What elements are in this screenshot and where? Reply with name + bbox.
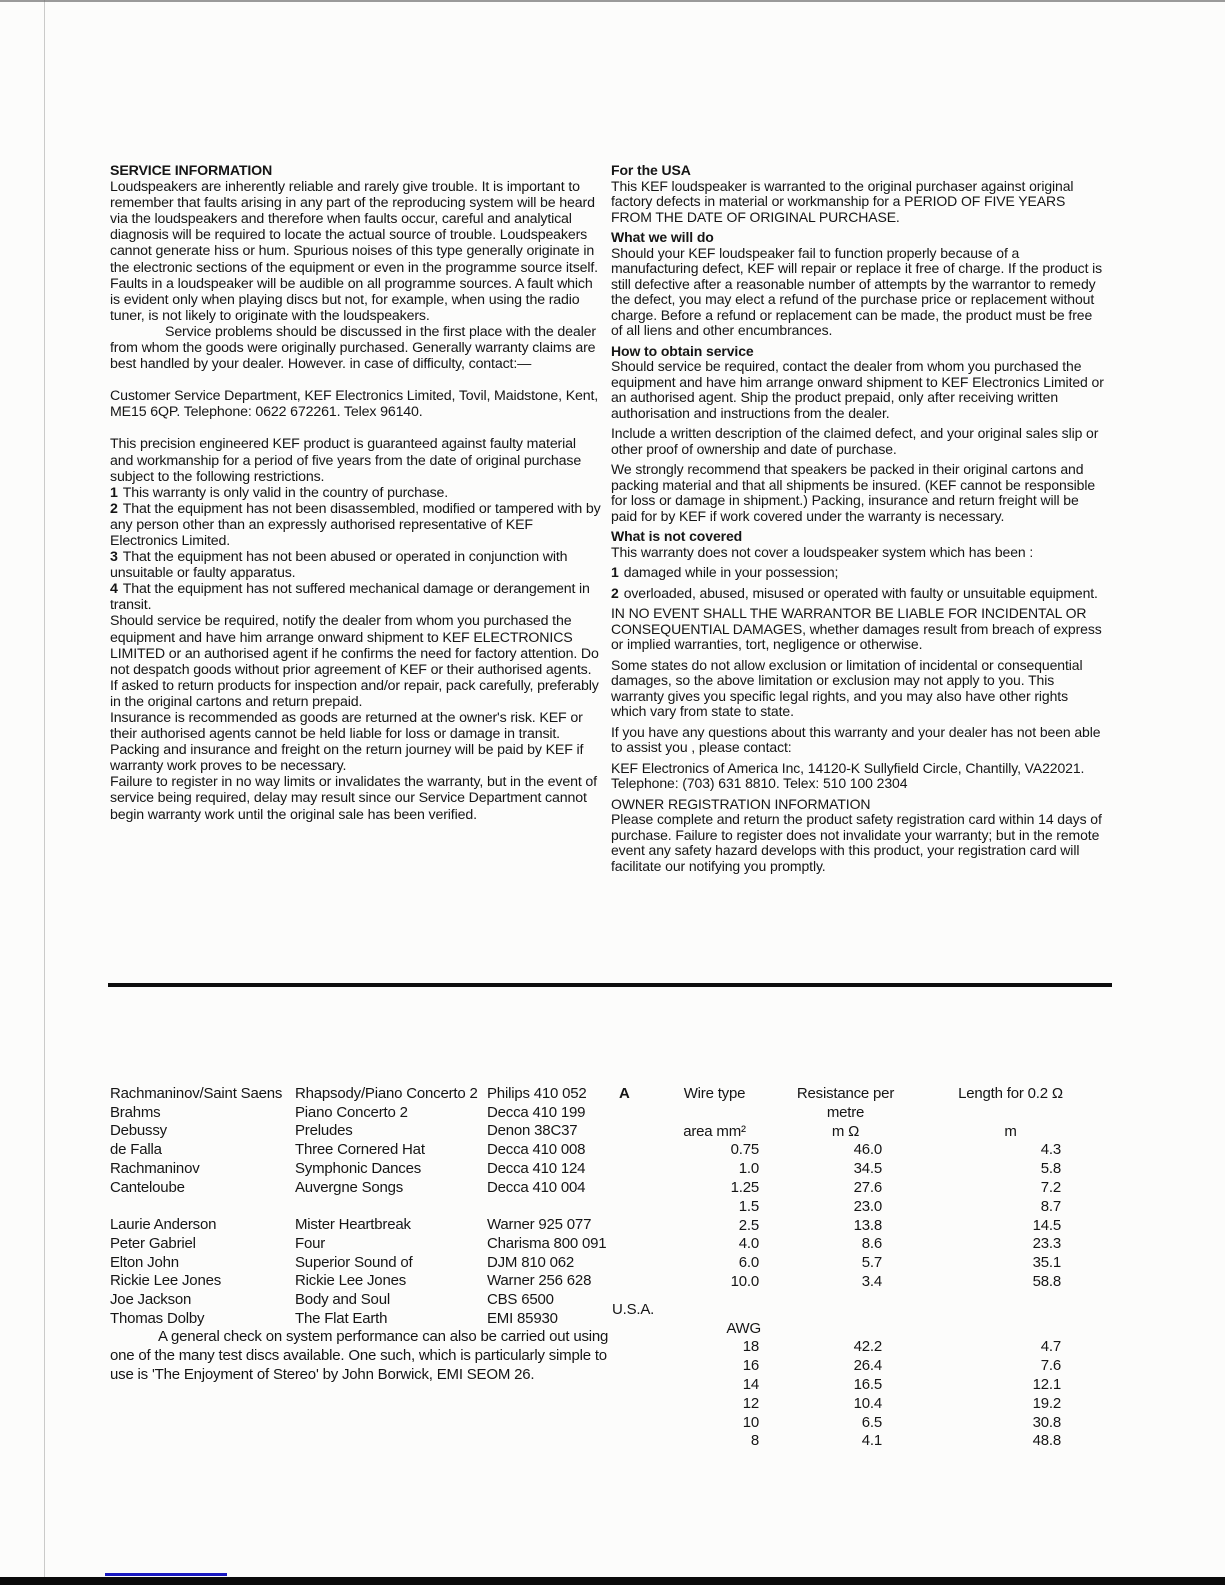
wire-resistance-value: 3.4 (861, 1272, 882, 1290)
wire-length-value: 7.6 (1040, 1357, 1061, 1375)
restriction-number: 3 (110, 549, 118, 566)
owner-registration-heading: OWNER REGISTRATION INFORMATION (611, 795, 871, 812)
restriction-number: 4 (110, 581, 118, 598)
awg-wire-rows (617, 1338, 1087, 1451)
wire-length-value: 58.8 (1032, 1272, 1061, 1290)
wire-area-value: 1.0 (738, 1160, 759, 1178)
owner-registration-paragraph: Please complete and return the product safety registration card within 14 days of purchase. Failure to register does not invalidate your warranty; but in the remote event any safety hazard develops with this product, your registration card will facilitate our notifying you promptly. (611, 811, 1102, 874)
wire-table-header-row-2 (617, 1123, 1087, 1142)
header-wire-type: Wire type (683, 1085, 746, 1102)
recording-row (110, 1291, 626, 1310)
wire-resistance-value: 42.2 (853, 1338, 882, 1356)
scan-edge-bottom (0, 1577, 1225, 1585)
wire-table-row (617, 1395, 1087, 1414)
wire-awg-value: 16 (742, 1357, 759, 1375)
wire-area-value: 1.25 (730, 1178, 759, 1196)
header-length-unit: m (1004, 1122, 1017, 1140)
recording-composer: Debussy (110, 1122, 167, 1140)
wire-length-value: 48.8 (1032, 1432, 1061, 1450)
warranty-restriction-item (110, 549, 601, 581)
not-covered-list (611, 565, 1105, 601)
recording-label: CBS 6500 (487, 1291, 554, 1309)
wire-table-row (617, 1217, 1087, 1236)
usa-section-label: U.S.A. (612, 1300, 655, 1318)
wire-length-value: 23.3 (1032, 1235, 1061, 1253)
wire-resistance-value: 4.1 (861, 1432, 882, 1450)
wire-table-row (617, 1414, 1087, 1433)
awg-label: AWG (726, 1319, 761, 1337)
wire-area-value: 2.5 (738, 1216, 759, 1234)
obtain-service-paragraph-2: Include a written description of the claimed defect, and your original sales slip or other proof of ownership and date of purchase. (611, 425, 1099, 457)
metric-wire-rows (617, 1141, 1087, 1291)
wire-area-value: 4.0 (738, 1235, 759, 1253)
recording-label: Decca 410 008 (487, 1141, 586, 1159)
insurance-paragraph: Insurance is recommended as goods are returned at the owner's risk. KEF or their authorised agents cannot be held liable for loss or damage in transit. Packing and insurance and freight on the return journey will be paid by KEF if warranty work proves to be necessary. (110, 710, 584, 775)
recording-label: Decca 410 004 (487, 1178, 586, 1196)
wire-length-value: 19.2 (1032, 1394, 1061, 1412)
wire-length-value: 8.7 (1040, 1197, 1061, 1215)
service-intro-paragraph: Loudspeakers are inherently reliable and rarely give trouble. It is important to remember that faults arising in any part of the reproducing system will be heard via the loudspeakers and therefore when faults occur, careful and analytical diagnosis will be required to locate the actual source of trouble. Loudspeakers cannot generate hiss or hum. Spurious noises of this type generally originate in the electronic sections of the equipment or even in the programme source itself. Faults in a loudspeaker will be audible on all programme sources. A fault which is evident only when playing discs but not, for example, when using the radio tuner, is not likely to originate with the loudspeakers. (110, 179, 598, 324)
spacer (110, 420, 601, 436)
warranty-restriction-item (110, 581, 601, 613)
restriction-text: That the equipment has not suffered mechanical damage or derangement in transit. (110, 581, 590, 614)
wire-table-row (617, 1357, 1087, 1376)
wire-resistance-value: 10.4 (853, 1394, 882, 1412)
test-disc-note: A general check on system performance can also be carried out using one of the many test discs available. One such, which is particularly simple to use is 'The Enjoyment of Stereo' by John Borwick, EMI SEOM 26. (110, 1328, 609, 1383)
recording-composer: Peter Gabriel (110, 1234, 196, 1252)
recording-work: The Flat Earth (295, 1309, 388, 1327)
not-covered-number: 1 (611, 564, 619, 580)
recording-work: Four (295, 1234, 326, 1252)
recording-label: Decca 410 124 (487, 1159, 586, 1177)
recording-composer: Laurie Anderson (110, 1216, 217, 1234)
awg-header-row (617, 1320, 1087, 1339)
wire-table-row (617, 1235, 1087, 1254)
customer-service-address: Customer Service Department, KEF Electronics Limited, Tovil, Maidstone, Kent, ME15 6QP. Telephone: 0622 672261. Telex 96140. (110, 388, 599, 421)
service-problems-paragraph: Service problems should be discussed in the first place with the dealer from whom the goods were originally purchased. Generally warranty claims are best handled by your dealer. However. in case of difficulty, contact:— (110, 323, 596, 373)
classical-recordings (110, 1085, 626, 1197)
restriction-number: 2 (110, 500, 118, 517)
what-we-will-do-paragraph: Should your KEF loudspeaker fail to function properly because of a manufacturing defect, KEF will repair or replace it free of charge. If the product is still defective after a reasonable number of attempts by the warrantor to remedy the defect, you may elect a refund of the purchase price or replacement without charge. Before a refund or replacement can be made, the product must be free of all liens and other encumbrances. (611, 244, 1103, 338)
service-information-column (110, 163, 601, 823)
kef-america-contact: KEF Electronics of America Inc, 14120-K Sullyfield Circle, Chantilly, VA22021. Telephone: (703) 631 8810. Telex: 510 100 2304 (611, 759, 1085, 791)
recording-work: Mister Heartbreak (295, 1216, 411, 1234)
recording-work: Rickie Lee Jones (295, 1272, 407, 1290)
warranty-restriction-item (110, 501, 601, 549)
restriction-text: That the equipment has not been disassembled, modified or tampered with by any person other than an expressly authorised representative of KEF Electronics Limited. (110, 500, 601, 549)
recording-row (110, 1104, 626, 1123)
recording-composer: Rickie Lee Jones (110, 1272, 222, 1290)
wire-length-value: 5.8 (1040, 1160, 1061, 1178)
recording-label: Philips 410 052 (487, 1085, 587, 1102)
liability-paragraph: IN NO EVENT SHALL THE WARRANTOR BE LIABLE FOR INCIDENTAL OR CONSEQUENTIAL DAMAGES, whether damages result from breach of express or implied warranties, tort, negligence or otherwise. (611, 605, 1102, 652)
for-the-usa-heading: For the USA (611, 162, 691, 178)
how-to-obtain-service-heading: How to obtain service (611, 342, 754, 359)
wire-table-row (617, 1160, 1087, 1179)
wire-area-value: 1.5 (738, 1197, 759, 1215)
wire-resistance-value: 46.0 (853, 1141, 882, 1159)
recording-label: DJM 810 062 (487, 1253, 575, 1271)
test-recordings-list (110, 1085, 626, 1385)
recording-composer: Thomas Dolby (110, 1309, 205, 1327)
recording-row (110, 1179, 626, 1198)
wire-table-header-row-1 (617, 1085, 1087, 1123)
wire-table-row (617, 1179, 1087, 1198)
what-is-not-covered-heading: What is not covered (611, 528, 743, 544)
wire-resistance-table (612, 1085, 1087, 1451)
wire-resistance-value: 26.4 (853, 1357, 882, 1375)
recording-label: Denon 38C37 (487, 1122, 578, 1140)
recording-composer: Rachmaninov/Saint Saens (110, 1085, 283, 1102)
wire-length-value: 7.2 (1040, 1178, 1061, 1196)
restriction-text: This warranty is only valid in the country of purchase. (122, 484, 449, 501)
header-resistance: Resistance per metre (796, 1085, 895, 1121)
wire-area-value: 0.75 (730, 1141, 759, 1159)
recording-row (110, 1272, 626, 1291)
recording-label: Decca 410 199 (487, 1103, 586, 1121)
recording-work: Auvergne Songs (295, 1178, 404, 1196)
recording-work: Preludes (295, 1122, 353, 1140)
wire-length-value: 4.7 (1040, 1338, 1061, 1356)
wire-length-value: 12.1 (1032, 1375, 1061, 1393)
wire-resistance-value: 6.5 (861, 1413, 882, 1431)
usa-warranty-paragraph: This KEF loudspeaker is warranted to the original purchaser against original factory defects in material or workmanship for a PERIOD OF FIVE YEARS FROM THE DATE OF ORIGINAL PURCHASE. (611, 177, 1074, 225)
header-length: Length for 0.2 Ω (958, 1085, 1063, 1102)
recording-label: Warner 925 077 (487, 1216, 592, 1234)
wire-awg-value: 18 (742, 1338, 759, 1356)
state-rights-paragraph: Some states do not allow exclusion or limitation of incidental or consequential damages, so the above limitation or exclusion may not apply to you. This warranty gives you specific legal rights, and you may also have other rights which vary from state to state. (611, 656, 1083, 719)
recording-work: Body and Soul (295, 1291, 390, 1309)
spacer (110, 372, 601, 388)
not-covered-item (611, 586, 1105, 602)
wire-resistance-value: 23.0 (853, 1197, 882, 1215)
not-covered-text: damaged while in your possession; (623, 564, 839, 580)
recording-row (110, 1235, 626, 1254)
wire-table-row (617, 1273, 1087, 1292)
recording-composer: Joe Jackson (110, 1291, 192, 1309)
recording-work: Rhapsody/Piano Concerto 2 (295, 1085, 478, 1102)
not-covered-intro: This warranty does not cover a loudspeaker system which has been : (611, 543, 1034, 560)
return-products-paragraph: If asked to return products for inspection and/or repair, pack carefully, preferably in the original cartons and return prepaid. (110, 677, 599, 710)
wire-resistance-value: 27.6 (853, 1178, 882, 1196)
wire-resistance-value: 34.5 (853, 1160, 882, 1178)
wire-awg-value: 8 (750, 1432, 759, 1450)
warranty-restrictions-list (110, 485, 601, 614)
scan-edge-left (44, 0, 45, 1585)
recording-row (110, 1160, 626, 1179)
failure-to-register-paragraph: Failure to register in no way limits or invalidates the warranty, but in the event of service being required, delay may result since our Service Department cannot begin warranty work until the original sale has been verified. (110, 774, 597, 823)
recording-composer: Rachmaninov (110, 1159, 200, 1177)
header-resistance-unit: m Ω (831, 1122, 860, 1140)
restriction-number: 1 (110, 484, 118, 501)
not-covered-text: overloaded, abused, misused or operated with faulty or unsuitable equipment. (623, 584, 1098, 601)
wire-length-value: 4.3 (1040, 1141, 1061, 1159)
guarantee-intro-paragraph: This precision engineered KEF product is guaranteed against faulty material and workmanship for a period of five years from the date of original purchase subject to the following restrictions. (110, 436, 582, 485)
recording-composer: Canteloube (110, 1178, 185, 1196)
not-covered-item (611, 565, 1105, 581)
wire-length-value: 14.5 (1032, 1216, 1061, 1234)
wire-resistance-value: 8.6 (861, 1235, 882, 1253)
wire-area-value: 6.0 (738, 1254, 759, 1272)
recording-composer: de Falla (110, 1141, 162, 1159)
recording-work: Superior Sound of (295, 1253, 413, 1271)
header-area-unit: area mm² (683, 1122, 746, 1140)
wire-table-row (617, 1432, 1087, 1451)
wire-table-row (617, 1338, 1087, 1357)
recording-row (110, 1122, 626, 1141)
warranty-restriction-item (110, 485, 601, 501)
recording-label: Charisma 800 091 (487, 1234, 607, 1252)
recording-row (110, 1085, 626, 1104)
restriction-text: That the equipment has not been abused or operated in conjunction with unsuitable or faulty apparatus. (110, 549, 568, 582)
wire-resistance-value: 5.7 (861, 1254, 882, 1272)
wire-resistance-value: 13.8 (853, 1216, 882, 1234)
not-covered-number: 2 (611, 584, 619, 601)
obtain-service-paragraph-3: We strongly recommend that speakers be packed in their original cartons and packing material and that all shipments be insured. (KEF cannot be responsible for loss or damage in shipment.) Packing, insurance and return freight will be paid for by KEF if work covered under the warranty is necessary. (611, 461, 1096, 524)
wire-table-row (617, 1376, 1087, 1395)
what-we-will-do-heading: What we will do (611, 229, 714, 245)
recording-row (110, 1141, 626, 1160)
notify-dealer-paragraph: Should service be required, notify the dealer from whom you purchased the equipment and have him arrange onward shipment to KEF ELECTRONICS LIMITED or an authorised agent if he confirms the need for factory attention. Do not despatch goods without prior agreement of KEF or their authorised agents. (110, 613, 599, 678)
wire-awg-value: 12 (742, 1394, 759, 1412)
popular-recordings (110, 1216, 626, 1328)
recording-work: Piano Concerto 2 (295, 1103, 408, 1121)
recording-work: Three Cornered Hat (295, 1141, 425, 1159)
obtain-service-paragraph-1: Should service be required, contact the dealer from whom you purchased the equipment and have him arrange onward shipment to KEF Electronics Limited or an authorised agent. Ship the product prepaid, only after receiving written authorisation and instructions from the dealer. (611, 358, 1104, 421)
wire-awg-value: 14 (742, 1375, 759, 1393)
spacer (110, 1197, 626, 1216)
scan-edge-top (0, 0, 1225, 2)
recording-label: EMI 85930 (487, 1309, 558, 1327)
wire-length-value: 35.1 (1032, 1254, 1061, 1272)
wire-area-value: 10.0 (730, 1272, 759, 1290)
wire-table-row (617, 1141, 1087, 1160)
wire-length-value: 30.8 (1032, 1413, 1061, 1431)
recording-work: Symphonic Dances (295, 1159, 422, 1177)
recording-row (110, 1310, 626, 1329)
recording-row (110, 1254, 626, 1273)
wire-table-row (617, 1198, 1087, 1217)
table-section-label-a: A (619, 1085, 630, 1102)
wire-awg-value: 10 (742, 1413, 759, 1431)
wire-resistance-value: 16.5 (853, 1375, 882, 1393)
wire-table-row (617, 1254, 1087, 1273)
recording-label: Warner 256 628 (487, 1272, 592, 1290)
scan-blue-mark (105, 1573, 227, 1576)
recording-composer: Brahms (110, 1103, 161, 1121)
service-information-heading: SERVICE INFORMATION (110, 163, 273, 179)
usa-warranty-column (611, 163, 1105, 879)
recording-row (110, 1216, 626, 1235)
questions-paragraph: If you have any questions about this warranty and your dealer has not been able to assist you , please contact: (611, 723, 1101, 755)
recording-composer: Elton John (110, 1253, 179, 1271)
section-divider-rule (108, 983, 1112, 987)
